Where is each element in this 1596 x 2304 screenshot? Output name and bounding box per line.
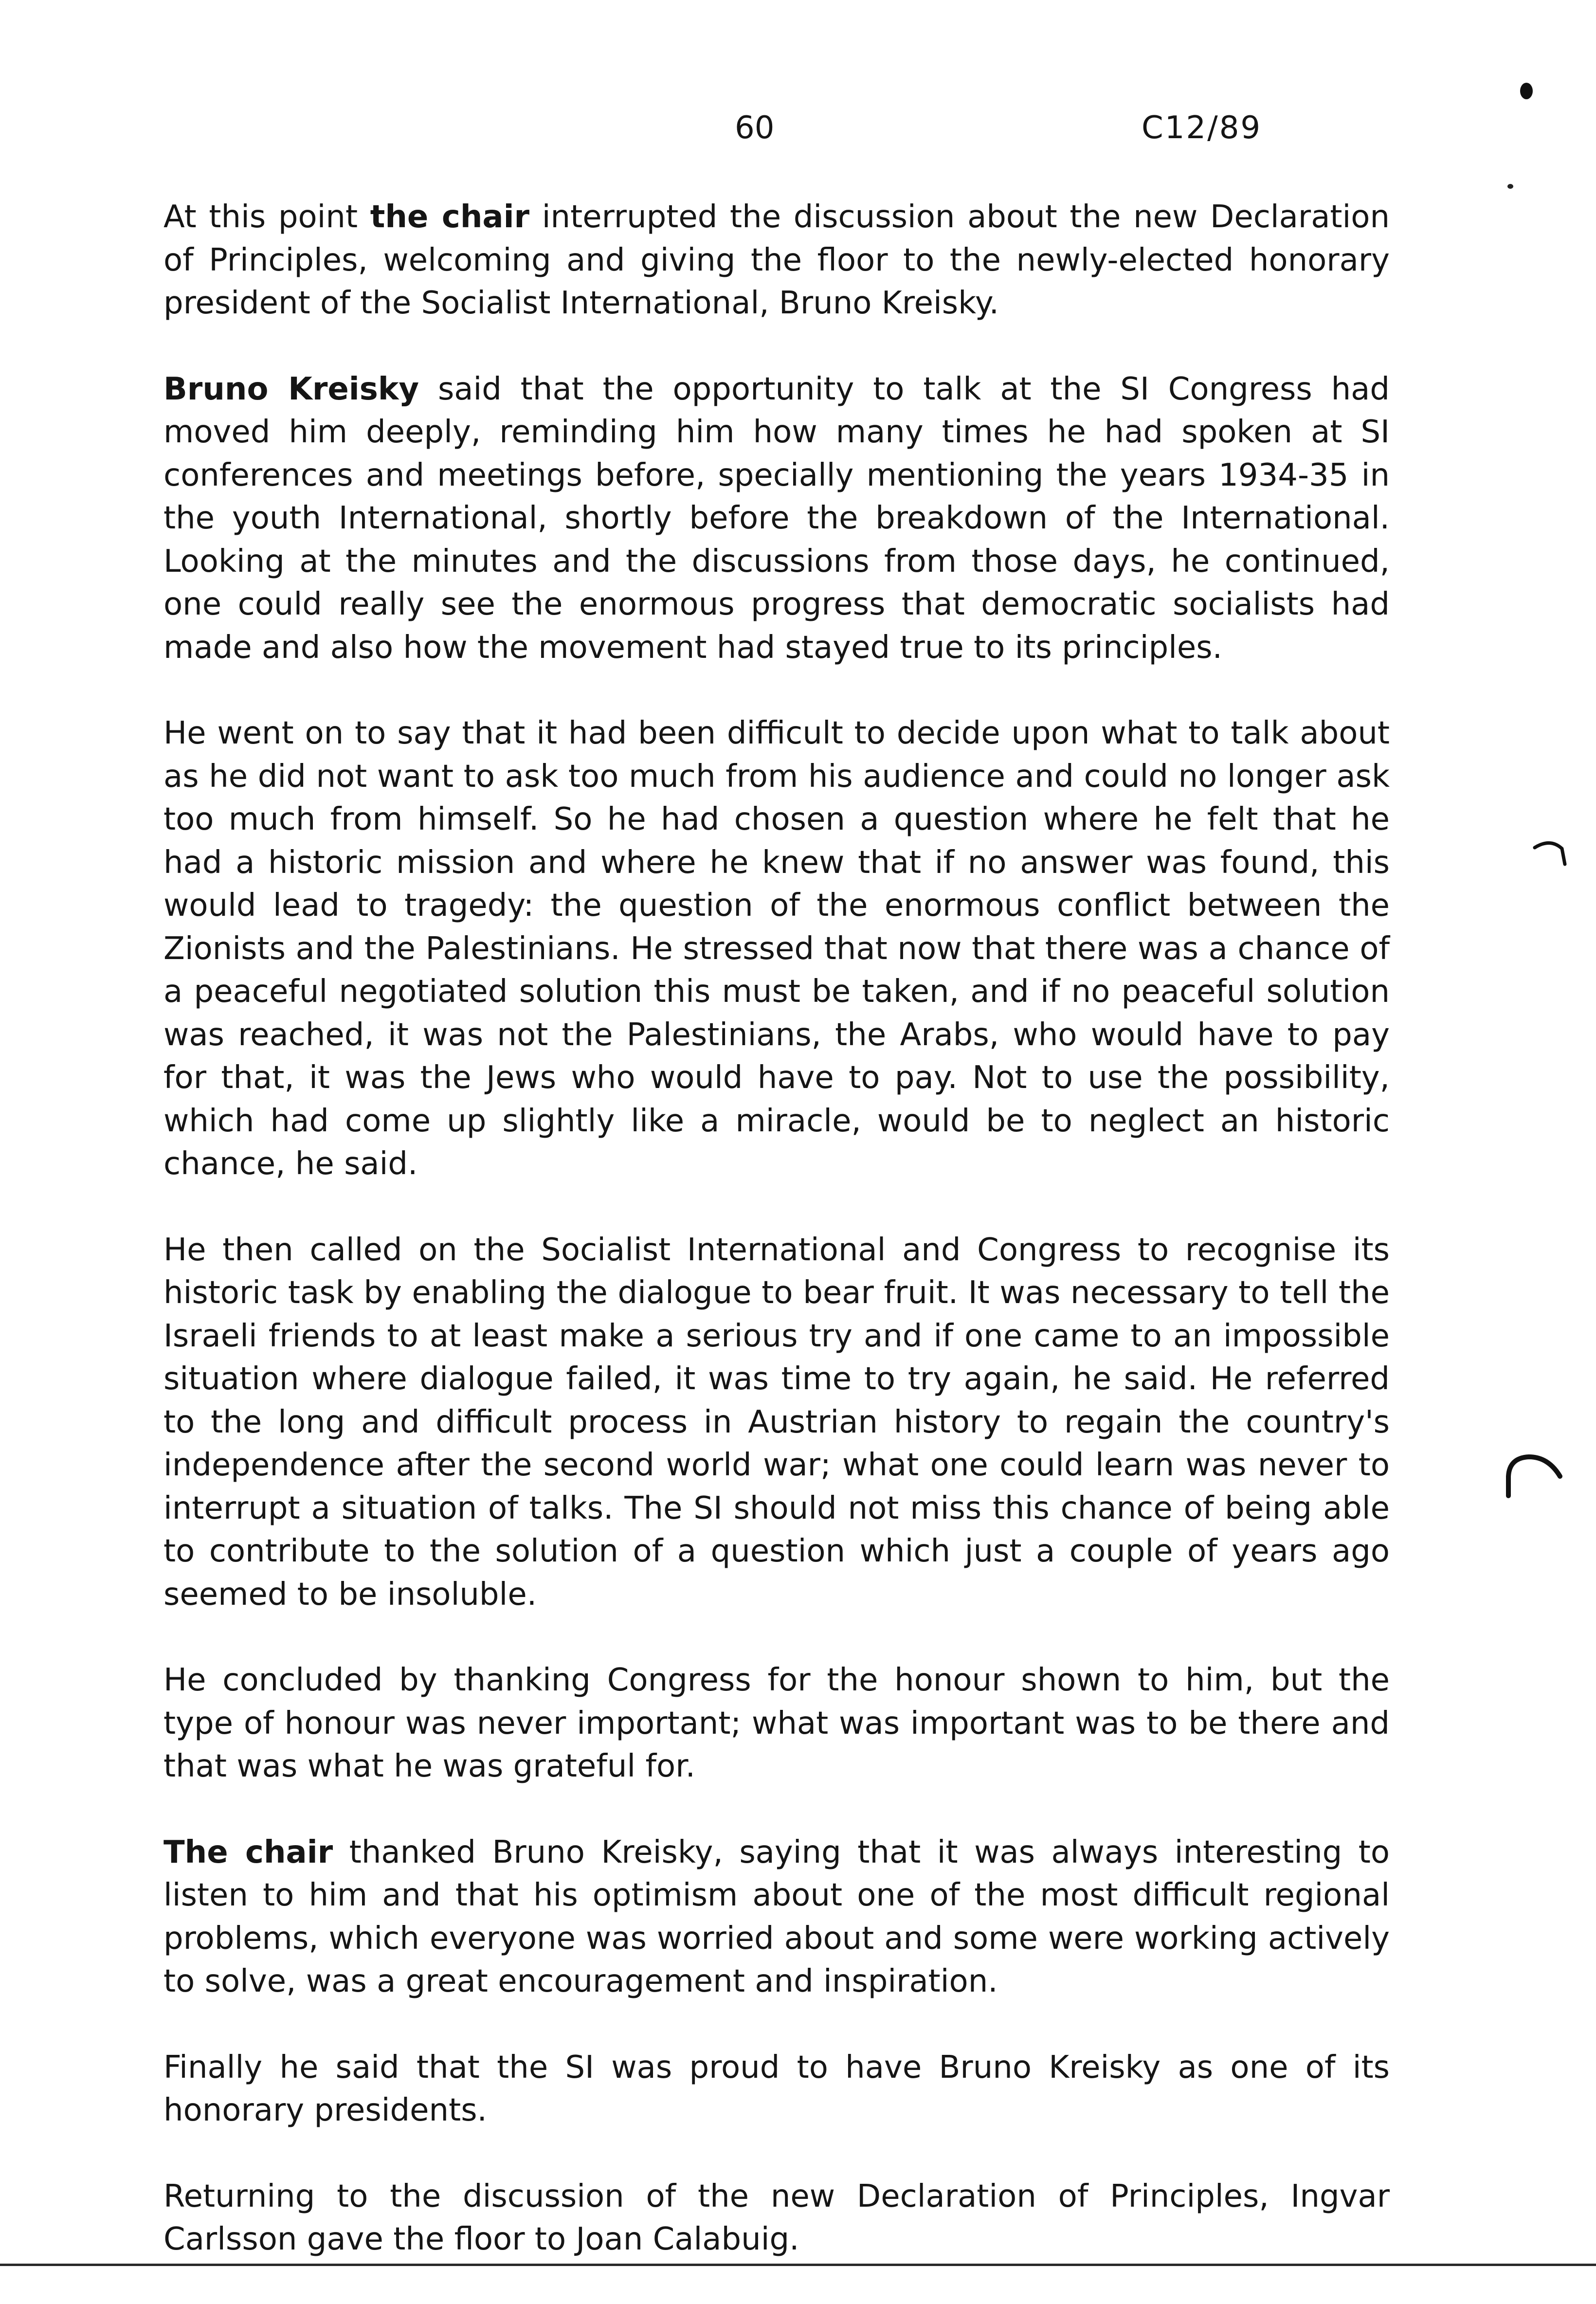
margin-arc-mark (1533, 837, 1569, 866)
document-body (163, 196, 1390, 2304)
paragraph (163, 1229, 1390, 1616)
paragraph (163, 1659, 1390, 1788)
page-number: 60 (735, 110, 775, 146)
paragraph-text: interrupted the discussion about the new Declaration of Principles, welcoming and giving the floor to the newly-elected honorary president of the Socialist International, Bruno Kreisky. (163, 199, 1390, 321)
margin-speck-mark (1507, 184, 1513, 189)
speaker-name: The chair (163, 1834, 333, 1870)
paragraph-text: He went on to say that it had been difficult to decide upon what to talk about as he did not want to ask too much from his audience and could no longer ask too much from himself. So he had chosen a question where he felt that he had a historic mission and where he knew that if no answer was found, this would lead to tragedy: the question of the enormous conflict between the Zionists and the Palestinians. He stressed that now that there was a chance of a peaceful negotiated solution this must be taken, and if no peaceful solution was reached, it was not the Palestinians, the Arabs, who would have to pay for that, it was the Jews who would have to pay. Not to use the possibility, which had come up slightly like a miracle, would be to neglect an historic chance, he said. (163, 715, 1390, 1182)
speaker-name: Bruno Kreisky (163, 371, 419, 407)
margin-arc-mark (1504, 1452, 1564, 1499)
margin-dot-mark (1520, 83, 1533, 99)
paragraph (163, 196, 1390, 325)
document-reference: C12/89 (1142, 110, 1262, 146)
paragraph-text: Finally he said that the SI was proud to have Bruno Kreisky as one of its honorary presidents. (163, 2049, 1390, 2128)
paragraph-text: At this point (163, 199, 370, 235)
paragraph (163, 368, 1390, 670)
speaker-name: the chair (370, 199, 530, 235)
paragraph (163, 712, 1390, 1186)
paragraph-text: He then called on the Socialist International and Congress to recognise its historic task by enabling the dialogue to bear fruit. It was necessary to tell the Israeli friends to at least make a serious try and if one came to an impossible situation where dialogue failed, it was time to try again, he said. He referred to the long and difficult process in Austrian history to regain the country's independence after the second world war; what one could learn was never to interrupt a situation of talks. The SI should not miss this chance of being able to contribute to the solution of a question which just a couple of years ago seemed to be insoluble. (163, 1232, 1390, 1613)
paragraph-text: Returning to the discussion of the new Declaration of Principles, Ingvar Carlsson gave the floor to Joan Calabuig. (163, 2178, 1390, 2257)
page-bottom-rule (0, 2264, 1596, 2266)
paragraph-text: thanked Bruno Kreisky, saying that it was always interesting to listen to him and that his optimism about one of the most difficult regional problems, which everyone was worried about and some were working actively to solve, was a great encouragement and inspiration. (163, 1834, 1390, 1999)
paragraph-text: He concluded by thanking Congress for the honour shown to him, but the type of honour was never important; what was important was to be there and that was what he was grateful for. (163, 1662, 1390, 1784)
paragraph (163, 1831, 1390, 2003)
paragraph (163, 2175, 1390, 2261)
page-header (0, 110, 1596, 159)
paragraph-text: said that the opportunity to talk at the SI Congress had moved him deeply, reminding him how many times he had spoken at SI conferences and meetings before, specially mentioning the years 1934-35 in the youth International, shortly before the breakdown of the International. Looking at the minutes and the discussions from those days, he continued, one could really see the enormous progress that democratic socialists had made and also how the movement had stayed true to its principles. (163, 371, 1390, 666)
paragraph (163, 2046, 1390, 2132)
